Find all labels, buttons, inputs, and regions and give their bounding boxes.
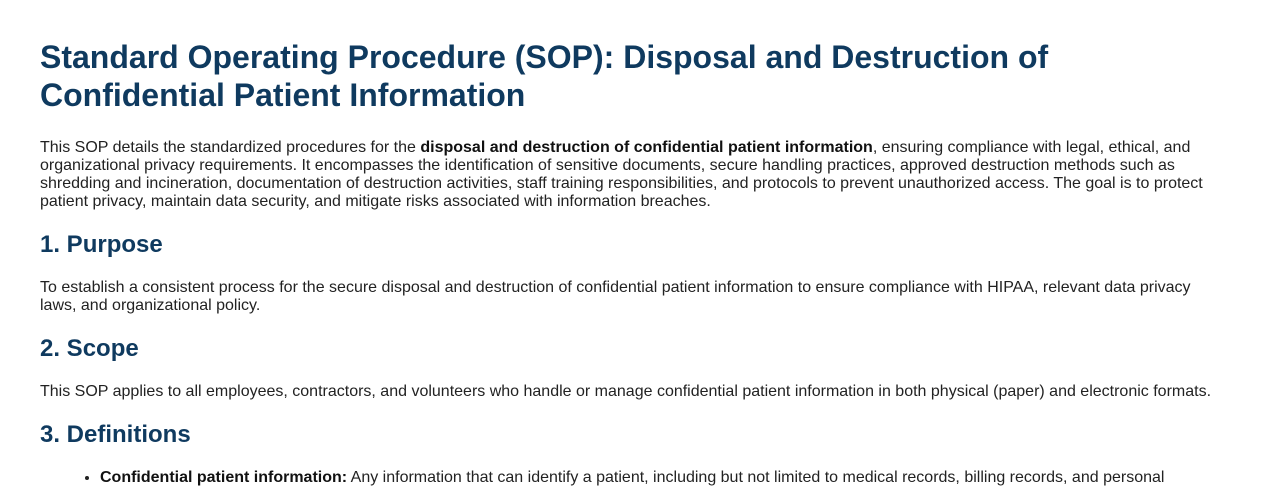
- page-title: Standard Operating Procedure (SOP): Disposal and Destruction of Confidential Patient Information: [40, 39, 1049, 113]
- section-heading-purpose: 1. Purpose: [40, 231, 163, 258]
- section-text-scope: This SOP applies to all employees, contractors, and volunteers who handle or manage confidential patient information in both physical (paper) and electronic formats.: [40, 383, 1212, 400]
- definition-text: Any information that can identify a patient, including but not limited to medical records, billing records, and personal: [347, 469, 1165, 486]
- intro-text-bold: disposal and destruction of confidential patient information: [420, 139, 873, 156]
- section-text-purpose: To establish a consistent process for the secure disposal and destruction of confidential patient information to ensure compliance with HIPAA, relevant data privacy laws, and organizational policy.: [40, 279, 1191, 314]
- intro-paragraph: [40, 139, 1223, 211]
- section-heading-definitions: 3. Definitions: [40, 421, 191, 448]
- list-item: [100, 469, 1223, 487]
- definition-term: Confidential patient information:: [100, 469, 348, 486]
- intro-text-after: , ensuring compliance with legal, ethical, and organizational privacy requirements. It encompasses the identification of sensitive documents, secure handling practices, approved destruction methods such as shredding and incineration, documentation of destruction activities, staff training responsibilities, and protocols to prevent unauthorized access. The goal is to protect patient privacy, maintain data security, and mitigate risks associated with information breaches.: [40, 139, 1203, 210]
- section-heading-scope: 2. Scope: [40, 335, 139, 362]
- intro-text-before: This SOP details the standardized procedures for the: [40, 139, 421, 156]
- definitions-list: [40, 469, 1223, 487]
